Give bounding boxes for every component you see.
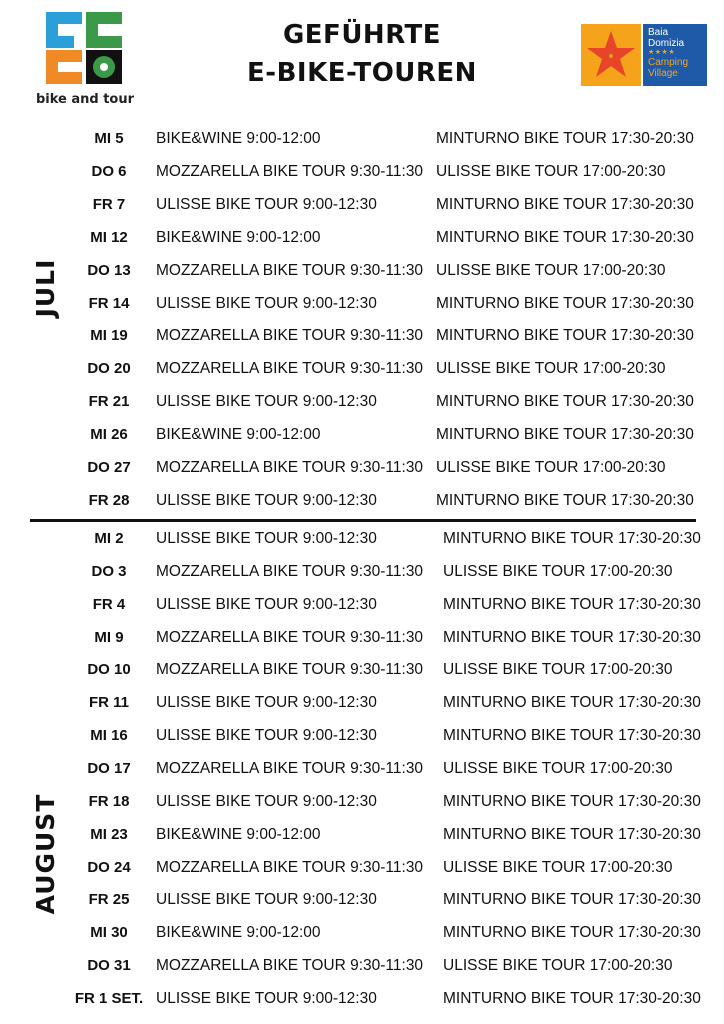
tour-evening: MINTURNO BIKE TOUR 17:30-20:30 xyxy=(443,891,701,909)
tour-morning: MOZZARELLA BIKE TOUR 9:30-11:30 xyxy=(156,957,424,975)
tour-morning: MOZZARELLA BIKE TOUR 9:30-11:30 xyxy=(156,562,424,580)
schedule-row xyxy=(0,487,724,515)
tour-morning: BIKE&WINE 9:00-12:00 xyxy=(156,825,321,843)
schedule-row xyxy=(0,322,724,350)
day-label: FR 21 xyxy=(88,393,130,411)
tour-morning: MOZZARELLA BIKE TOUR 9:30-11:30 xyxy=(156,661,424,679)
tour-morning: BIKE&WINE 9:00-12:00 xyxy=(156,130,321,147)
tour-evening: MINTURNO BIKE TOUR 17:30-20:30 xyxy=(443,792,701,810)
schedule-row xyxy=(0,886,724,914)
month-label-august: AUGUST xyxy=(31,793,60,915)
tour-evening: MINTURNO BIKE TOUR 17:30-20:30 xyxy=(436,294,694,312)
tour-morning: BIKE&WINE 9:00-12:00 xyxy=(156,426,321,444)
day-label: FR 7 xyxy=(92,195,126,213)
day-label: MI 23 xyxy=(90,825,128,843)
tour-evening: ULISSE BIKE TOUR 17:00-20:30 xyxy=(443,562,673,580)
day-label: MI 2 xyxy=(94,530,124,547)
schedule-row xyxy=(0,388,724,416)
tour-morning: MOZZARELLA BIKE TOUR 9:30-11:30 xyxy=(156,327,424,345)
tour-morning: MOZZARELLA BIKE TOUR 9:30-11:30 xyxy=(156,360,424,378)
logo-tagline: bike and tour xyxy=(35,92,135,107)
tour-morning: ULISSE BIKE TOUR 9:00-12:30 xyxy=(156,294,377,312)
schedule-row xyxy=(0,755,724,783)
tour-morning: MOZZARELLA BIKE TOUR 9:30-11:30 xyxy=(156,459,424,476)
tour-morning: ULISSE BIKE TOUR 9:00-12:30 xyxy=(156,491,377,509)
schedule-row xyxy=(0,985,724,1013)
tour-evening: ULISSE BIKE TOUR 17:00-20:30 xyxy=(443,858,673,876)
tour-evening: ULISSE BIKE TOUR 17:00-20:30 xyxy=(436,360,666,378)
tour-evening: ULISSE BIKE TOUR 17:00-20:30 xyxy=(436,162,666,180)
baia-line4: Village xyxy=(648,68,678,79)
schedule-row xyxy=(0,191,724,219)
day-label: DO 6 xyxy=(91,162,127,180)
day-label: MI 26 xyxy=(90,426,128,444)
tour-morning: ULISSE BIKE TOUR 9:00-12:30 xyxy=(156,195,377,213)
day-label: DO 27 xyxy=(87,459,131,476)
tour-evening: MINTURNO BIKE TOUR 17:30-20:30 xyxy=(443,694,701,712)
tour-morning: BIKE&WINE 9:00-12:00 xyxy=(156,228,321,246)
tour-evening: MINTURNO BIKE TOUR 17:30-20:30 xyxy=(443,595,701,613)
tour-evening: MINTURNO BIKE TOUR 17:30-20:30 xyxy=(436,491,694,509)
baia-line3: Camping xyxy=(648,57,689,68)
schedule-row xyxy=(0,355,724,383)
schedule-row xyxy=(0,525,724,553)
tour-morning: MOZZARELLA BIKE TOUR 9:30-11:30 xyxy=(156,858,424,876)
tour-evening: ULISSE BIKE TOUR 17:00-20:30 xyxy=(443,957,673,975)
schedule-row xyxy=(0,689,724,717)
schedule-row xyxy=(0,854,724,882)
tour-morning: ULISSE BIKE TOUR 9:00-12:30 xyxy=(156,530,377,547)
day-label: DO 10 xyxy=(87,661,131,679)
schedule-row xyxy=(0,290,724,318)
page-title-line1: GEFÜHRTE xyxy=(282,20,442,50)
schedule-row xyxy=(0,257,724,285)
day-label: FR 25 xyxy=(88,891,130,909)
tour-evening: MINTURNO BIKE TOUR 17:30-20:30 xyxy=(443,989,701,1007)
schedule-row xyxy=(0,125,724,153)
day-label: FR 28 xyxy=(88,491,130,509)
tour-evening: MINTURNO BIKE TOUR 17:30-20:30 xyxy=(443,825,701,843)
tour-morning: BIKE&WINE 9:00-12:00 xyxy=(156,924,321,942)
tour-evening: MINTURNO BIKE TOUR 17:30-20:30 xyxy=(436,327,694,345)
schedule-row xyxy=(0,722,724,750)
day-label: FR 18 xyxy=(88,792,130,810)
schedule-row xyxy=(0,558,724,586)
day-label: DO 31 xyxy=(87,957,131,975)
tour-morning: ULISSE BIKE TOUR 9:00-12:30 xyxy=(156,393,377,411)
schedule-row xyxy=(0,821,724,849)
tour-evening: MINTURNO BIKE TOUR 17:30-20:30 xyxy=(443,530,701,547)
baia-line1: Baia xyxy=(648,27,669,38)
tour-evening: MINTURNO BIKE TOUR 17:30-20:30 xyxy=(436,393,694,411)
tour-evening: MINTURNO BIKE TOUR 17:30-20:30 xyxy=(436,130,694,147)
day-label: FR 14 xyxy=(88,294,130,312)
tour-morning: ULISSE BIKE TOUR 9:00-12:30 xyxy=(156,595,377,613)
day-label: FR 4 xyxy=(92,595,126,613)
day-label: MI 9 xyxy=(94,628,124,646)
tour-evening: MINTURNO BIKE TOUR 17:30-20:30 xyxy=(436,426,694,444)
schedule-row xyxy=(0,919,724,947)
day-label: DO 3 xyxy=(91,562,127,580)
tour-morning: MOZZARELLA BIKE TOUR 9:30-11:30 xyxy=(156,628,424,646)
tour-evening: ULISSE BIKE TOUR 17:00-20:30 xyxy=(443,759,673,777)
month-label-juli: JULI xyxy=(31,258,60,318)
tour-evening: ULISSE BIKE TOUR 17:00-20:30 xyxy=(436,261,666,279)
day-label: DO 13 xyxy=(87,261,131,279)
tour-evening: MINTURNO BIKE TOUR 17:30-20:30 xyxy=(436,195,694,213)
tour-morning: MOZZARELLA BIKE TOUR 9:30-11:30 xyxy=(156,759,424,777)
day-label: MI 12 xyxy=(90,228,128,246)
schedule-row xyxy=(0,624,724,652)
day-label: MI 16 xyxy=(90,727,128,745)
tour-morning: ULISSE BIKE TOUR 9:00-12:30 xyxy=(156,792,377,810)
tour-morning: ULISSE BIKE TOUR 9:00-12:30 xyxy=(156,989,377,1007)
day-label: FR 1 SET. xyxy=(74,989,144,1007)
tour-morning: ULISSE BIKE TOUR 9:00-12:30 xyxy=(156,694,377,712)
baia-stars: ★★★★ xyxy=(648,49,676,56)
day-label: MI 30 xyxy=(90,924,128,942)
baia-line2: Domizia xyxy=(648,38,685,49)
day-label: FR 11 xyxy=(88,694,130,712)
tour-morning: ULISSE BIKE TOUR 9:00-12:30 xyxy=(156,891,377,909)
schedule-row xyxy=(0,454,724,482)
tour-evening: MINTURNO BIKE TOUR 17:30-20:30 xyxy=(443,924,701,942)
schedule-row xyxy=(0,788,724,816)
schedule-row xyxy=(0,656,724,684)
day-label: MI 5 xyxy=(94,130,124,147)
tour-evening: MINTURNO BIKE TOUR 17:30-20:30 xyxy=(436,228,694,246)
tour-evening: MINTURNO BIKE TOUR 17:30-20:30 xyxy=(443,628,701,646)
tour-morning: MOZZARELLA BIKE TOUR 9:30-11:30 xyxy=(156,162,424,180)
schedule-row xyxy=(0,158,724,186)
tour-morning: ULISSE BIKE TOUR 9:00-12:30 xyxy=(156,727,377,745)
tour-evening: ULISSE BIKE TOUR 17:00-20:30 xyxy=(443,661,673,679)
day-label: DO 24 xyxy=(87,858,131,876)
day-label: DO 20 xyxy=(87,360,131,378)
tour-morning: MOZZARELLA BIKE TOUR 9:30-11:30 xyxy=(156,261,424,279)
page-title-line2: E-BIKE-TOUREN xyxy=(247,58,477,88)
day-label: MI 19 xyxy=(90,327,128,345)
schedule-row xyxy=(0,421,724,449)
schedule-row xyxy=(0,224,724,252)
day-label: DO 17 xyxy=(87,759,131,777)
schedule-row xyxy=(0,591,724,619)
tour-evening: MINTURNO BIKE TOUR 17:30-20:30 xyxy=(443,727,701,745)
schedule-row xyxy=(0,952,724,980)
tour-evening: ULISSE BIKE TOUR 17:00-20:30 xyxy=(436,459,666,476)
